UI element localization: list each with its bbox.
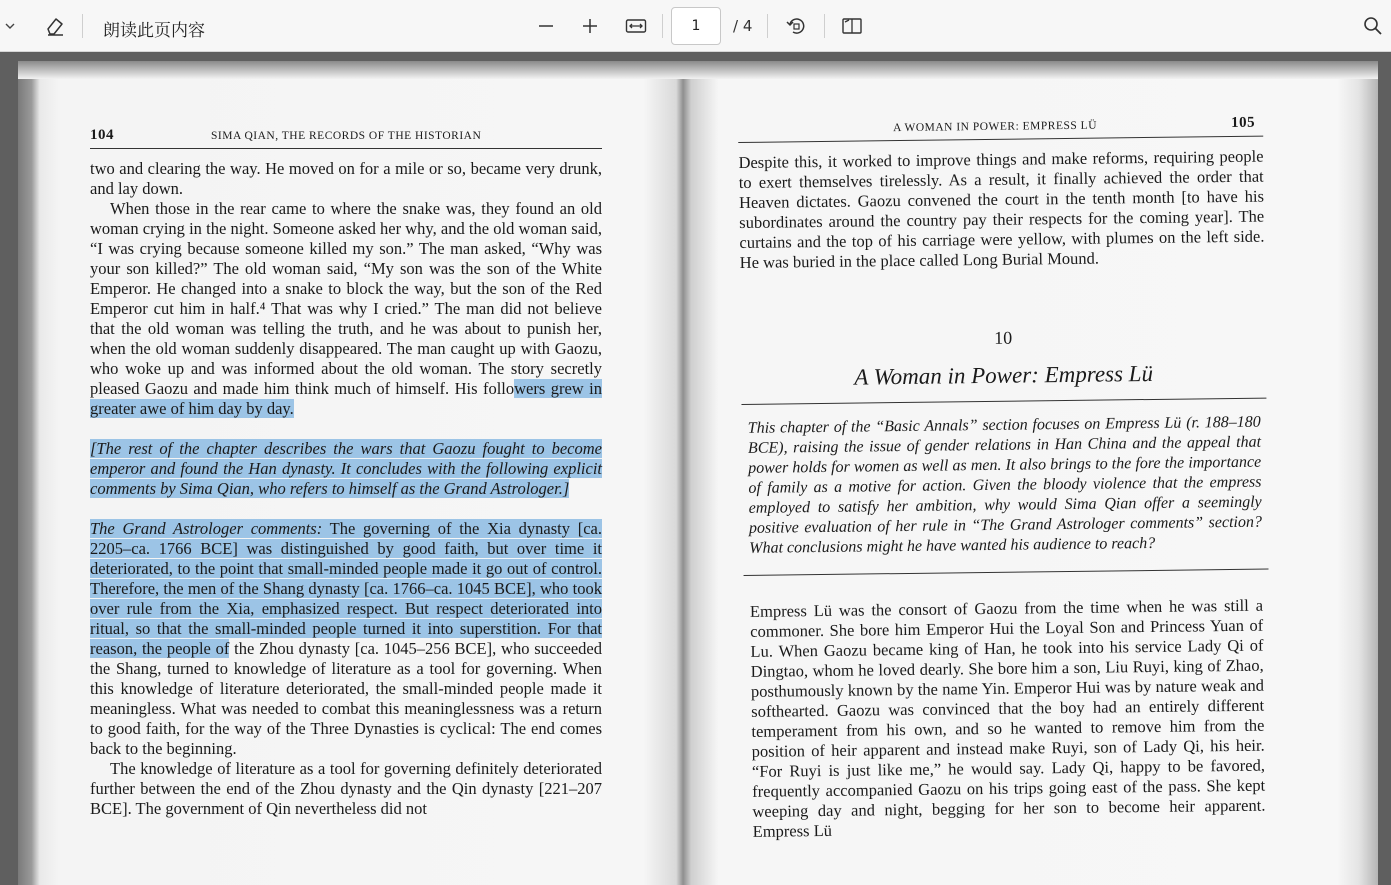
pdf-toolbar — [0, 0, 1391, 52]
toolbar-separator — [662, 14, 663, 38]
right-running-head — [738, 115, 1263, 143]
eraser-icon[interactable] — [40, 10, 70, 42]
highlighted-text[interactable]: [The rest of the chapter describes the wars that Gaozu fought to become emperor and found the Han dynasty. It concludes with the following explicit comments by Sima Qian, who refers to himself as the Grand Astrologer.] — [90, 439, 602, 498]
toolbar-separator — [767, 14, 768, 38]
right-page — [738, 115, 1272, 842]
highlighted-text[interactable]: The Grand Astrologer comments: — [90, 519, 323, 538]
left-running-head — [90, 127, 602, 149]
chapter-title: A Woman in Power: Empress Lü — [741, 360, 1266, 405]
paragraph: Empress Lü was the consort of Gaozu from the time when he was still a commoner. She bore him Emperor Hui the Loyal Son and Princess Yuan of Lu. When Gaozu became king of Han, he took into his service Lady Qi of Dingtao, whom he loved dearly. She bore him a son, Liu Ruyi, king of Zhao, posthumously known by the name Yin. Emperor Hui was by nature weak and softhearted. Gaozu was convinced that the boy had an entirely different temperament from his own, and so he wanted to remove him from the position of heir apparent and instead make Ruyi, son of Lady Qi, his heir. “For Ruyi is just like me,” he would say. Lady Qi, happy to be favored, frequently accompanied Gaozu on his trips going east of the pass. She kept weeping day and night, begging for her son to become heir apparent. Empress Lü — [749, 595, 1266, 841]
paragraph — [90, 199, 602, 419]
fit-width-icon[interactable] — [622, 10, 650, 42]
left-body-text[interactable] — [90, 159, 602, 819]
scan-shadow — [18, 61, 1378, 79]
right-page-number: 105 — [1230, 114, 1256, 131]
two-page-view-icon[interactable] — [838, 10, 866, 42]
paragraph: two and clearing the way. He moved on for a mile or so, became very drunk, and lay down. — [90, 159, 602, 198]
right-running-title: A WOMAN IN POWER: EMPRESS LÜ — [893, 119, 1098, 135]
paragraph: The knowledge of literature as a tool for governing definitely deteriorated further between the end of the Zhou dynasty and the Qin dynasty [221–207 BCE]. The government of Qin nevertheless did not — [90, 759, 602, 818]
text-run: When those in the rear came to where the snake was, they found an old woman crying in the night. Someone asked her why, and the old woman said, “I was crying because someone killed my son.” The man asked, “Why was your son killed?” The old woman said, “My son was the son of the White Emperor. He changed into a snake to block the way, but the son of the Red Emperor cut him in half.⁴ That was why I cried.” The man did not believe that the old woman was telling the truth, and he was about to punish her, when the old woman suddenly disappeared. The man caught up with Gaozu, who woke up and was informed about the old woman. The story secretly pleased Gaozu and made him think much of himself. His follo — [90, 199, 602, 398]
rotate-icon[interactable] — [782, 10, 810, 42]
page-number-input[interactable] — [671, 7, 721, 45]
right-body-text-continued[interactable] — [744, 596, 1272, 842]
toolbar-separator — [82, 14, 83, 38]
toolbar-separator — [824, 14, 825, 38]
paragraph — [90, 439, 602, 499]
document-viewer[interactable] — [0, 53, 1391, 885]
read-aloud-button[interactable]: 朗读此页内容 — [103, 21, 205, 41]
search-icon[interactable] — [1360, 10, 1386, 42]
left-page — [90, 127, 602, 819]
highlighted-text[interactable]: wers grew in greater awe of him day by day. — [90, 379, 602, 418]
text-run: the Zhou dynasty [ca. 1045–256 BCE], who succeeded the Shang, turned to knowledge of literature as a tool for governing. When this knowledge of literature deteriorated, the small-minded people made it meaningless. What was needed to combat this meaninglessness was a return to good faith, for the way of the Three Dynasties is cyclical: The end comes back to the beginning. — [90, 639, 602, 758]
left-page-number: 104 — [90, 127, 114, 143]
chevron-down-icon[interactable] — [0, 10, 20, 42]
paragraph: Despite this, it worked to improve things and make reforms, requiring people to exert themselves tirelessly. As a result, it finally achieved the order that Heaven dictates. Gaozu convened the court in the tenth month [to have his subordinates around the country pay their respects for the coming year]. The curtains and the top of his carriage were yellow, with plumes on the left side. He was buried in the place called Long Burial Mound. — [738, 146, 1265, 272]
zoom-out-icon[interactable] — [533, 10, 559, 42]
chapter-abstract: This chapter of the “Basic Annals” section focuses on Empress Lü (r. 188–180 BCE), raising the issue of gender relations in Han China and the appeal that power holds for women as well as men. It also brings to the fore the importance of family as a motive for action. Given the bloody violence that the empress employed to satisfy her ambition, why would Sima Qian offer a seemingly positive evaluation of her rule in “The Grand Astrologer comments” section? What conclusions might he have wanted his audience to reach? — [742, 413, 1269, 576]
page-total: / 4 — [733, 17, 753, 35]
chapter-number: 10 — [994, 327, 1013, 348]
highlighted-text[interactable]: The governing of the Xia dynasty [ca. 2205–ca. 1766 BCE] was distinguished by good faith, but over time it deteriorated, to the point that small-minded people made it go out of control. Therefore, the men of the Shang dynasty [ca. 1766–ca. 1045 BCE], who took over rule from the Xia, emphasized respect. But respect deteriorated into ritual, so that the small-minded people turned it into superstition. For that reason, the people of — [90, 519, 602, 658]
scanned-page-spread — [18, 61, 1378, 885]
right-body-text[interactable] — [738, 147, 1264, 273]
paragraph — [90, 519, 602, 759]
left-running-title: SIMA QIAN, THE RECORDS OF THE HISTORIAN — [211, 130, 482, 142]
zoom-in-icon[interactable] — [577, 10, 603, 42]
